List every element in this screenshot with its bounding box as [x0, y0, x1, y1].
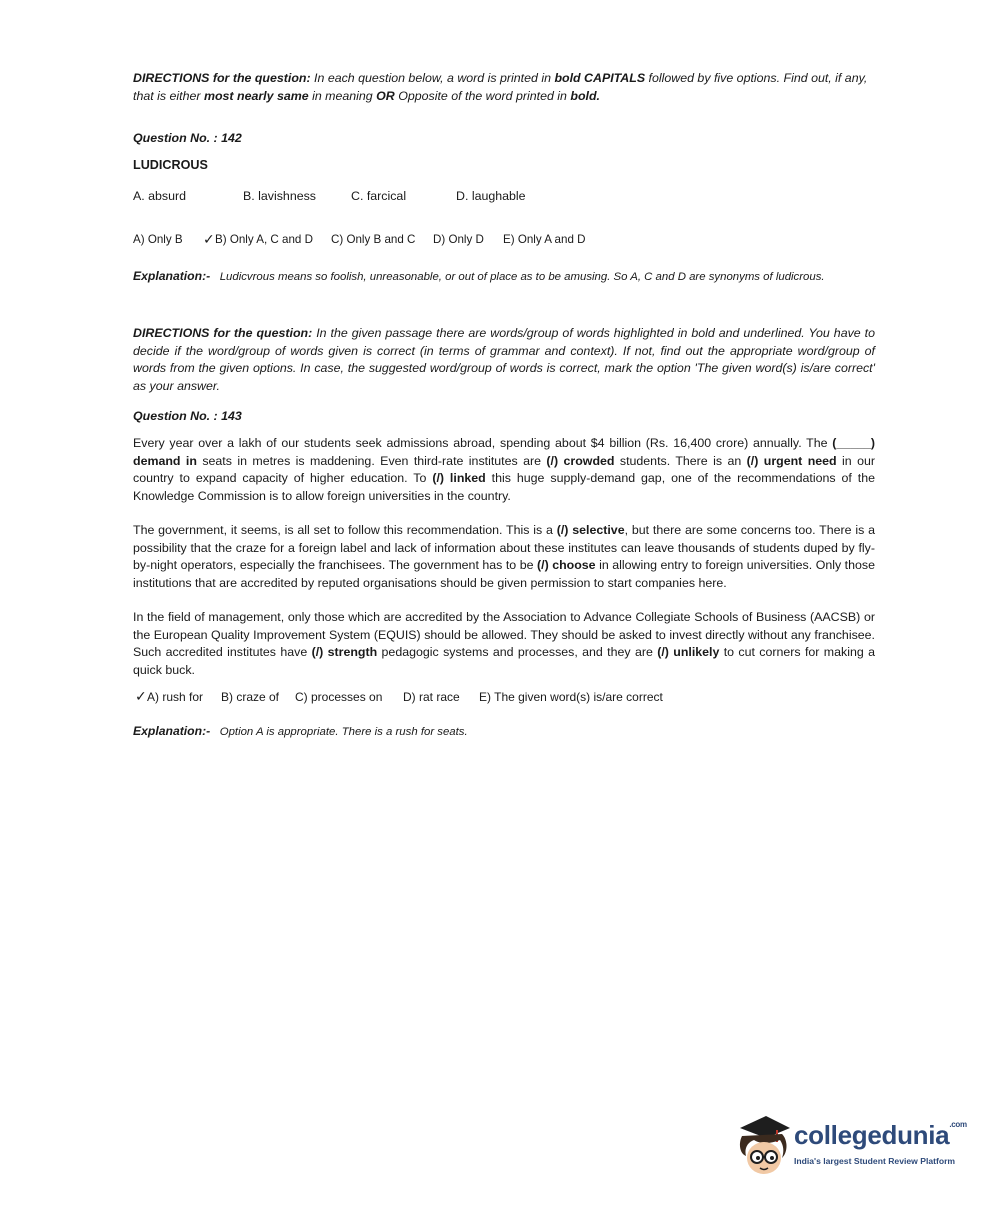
question-number-143: Question No. : 143	[133, 409, 242, 423]
mascot-icon	[736, 1110, 792, 1180]
option-c: C. farcical	[351, 189, 407, 203]
answer-options-143	[133, 690, 875, 708]
answer-d: D) rat race	[403, 690, 460, 704]
collegedunia-logo	[736, 1110, 966, 1180]
option-b: B. lavishness	[243, 189, 317, 203]
answer-d: D) Only D	[433, 233, 484, 246]
answer-b: B) craze of	[221, 690, 280, 704]
word-options	[133, 189, 875, 207]
correct-check-icon: ✓	[135, 688, 147, 704]
answer-c: C) processes on	[295, 690, 383, 704]
logo-suffix: .com	[949, 1120, 967, 1129]
answer-a: A) rush for	[147, 690, 204, 704]
explanation-label: Explanation:-	[133, 724, 211, 738]
explanation-text: Option A is appropriate. There is a rush for seats.	[219, 726, 468, 738]
question-number-142: Question No. : 142	[133, 131, 242, 145]
passage-paragraph-2: The government, it seems, is all set to follow this recommendation. This is a (/) selective, but there are some concerns too. There is a possibility that the craze for a foreign label and lack of information about these institutes can leave thousands of students duped by fly-by-night operators, especially the franchisees. The government has to be (/) choose in allowing entry to foreign universities. Only those institutions that are accredited by reputed organisations should be given permission to start companies here.	[133, 523, 875, 590]
answer-c: C) Only B and C	[331, 233, 416, 246]
option-a: A. absurd	[133, 189, 187, 203]
answer-a: A) Only B	[133, 233, 183, 246]
directions-label: DIRECTIONS for the question:	[133, 71, 311, 85]
question-word: LUDICROUS	[133, 158, 208, 172]
correct-check-icon: ✓	[203, 231, 215, 247]
explanation-label: Explanation:-	[133, 269, 211, 283]
directions-label: DIRECTIONS for the question:	[133, 326, 313, 340]
passage-paragraph-1: Every year over a lakh of our students seek admissions abroad, spending about $4 billion (Rs. 16,400 crore) annually. The (_____) demand in seats in metres is maddening. Even third-rate institutes are (/) crowded students. There is an (/) urgent need in our country to expand capacity of higher education. To (/) linked this huge supply-demand gap, one of the recommendations of the Knowledge Commission is to allow foreign universities in the country.	[133, 436, 875, 503]
logo-wordmark: collegedunia$^{.com}$	[794, 1120, 967, 1150]
option-d: D. laughable	[456, 189, 526, 203]
answer-options-142	[133, 233, 875, 251]
q142-directions: DIRECTIONS for the question: In each question below, a word is printed in bold CAPITALS followed by five options. Find out, if any, that is either most nearly same in meaning OR Opposite of the word printed in bold.	[133, 71, 868, 103]
answer-b: B) Only A, C and D	[215, 233, 313, 246]
passage-paragraph-3: In the field of management, only those which are accredited by the Association to Advance Collegiate Schools of Business (AACSB) or the European Quality Improvement System (EQUIS) should be allowed. They should be asked to invest directly without any franchisee. Such accredited institutes have (/) strength pedagogic systems and processes, and they are (/) unlikely to cut corners for making a quick buck.	[133, 610, 875, 677]
logo-tagline: India's largest Student Review Platform	[794, 1156, 956, 1166]
answer-e: E) Only A and D	[503, 233, 586, 246]
explanation-142	[133, 269, 875, 283]
document-page	[133, 70, 875, 738]
explanation-text: Ludicvrous means so foolish, unreasonable, or out of place as to be amusing. So A, C and D are synonyms of ludicrous.	[219, 271, 825, 283]
q143-directions: DIRECTIONS for the question: In the given passage there are words/group of words highlighted in bold and underlined. You have to decide if the word/group of words given is correct (in terms of grammar and context). If not, find out the appropriate word/group of words from the given options. In case, the suggested word/group of words is correct, mark the option 'The given word(s) is/are correct' as your answer.	[133, 326, 875, 393]
answer-e: E) The given word(s) is/are correct	[479, 690, 663, 704]
explanation-143	[133, 724, 875, 738]
blank-highlight: (_____) demand in	[133, 436, 875, 468]
